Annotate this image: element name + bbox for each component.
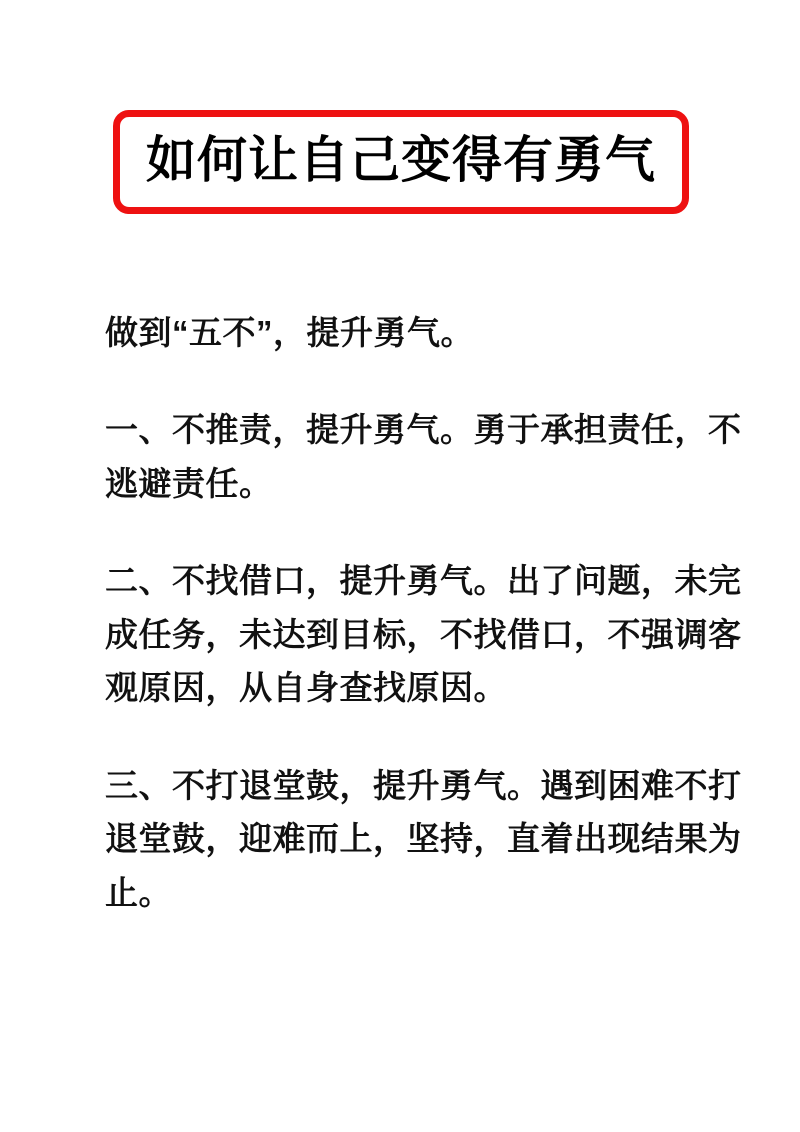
paragraph-item: 三、不打退堂鼓，提升勇气。遇到困难不打退堂鼓，迎难而上，坚持，直着出现结果为止。	[105, 766, 742, 911]
paragraph-item: 二、不找借口，提升勇气。出了问题，未完成任务，未达到目标，不找借口，不强调客观原因，从自身查找原因。	[105, 562, 742, 707]
page-title: 如何让自己变得有勇气	[146, 132, 656, 188]
paragraph-item: 一、不推责，提升勇气。勇于承担责任，不逃避责任。	[105, 411, 742, 502]
intro-paragraph: 做到“五不”，提升勇气。	[105, 314, 474, 351]
document-body	[105, 306, 745, 919]
title-banner	[113, 110, 689, 214]
